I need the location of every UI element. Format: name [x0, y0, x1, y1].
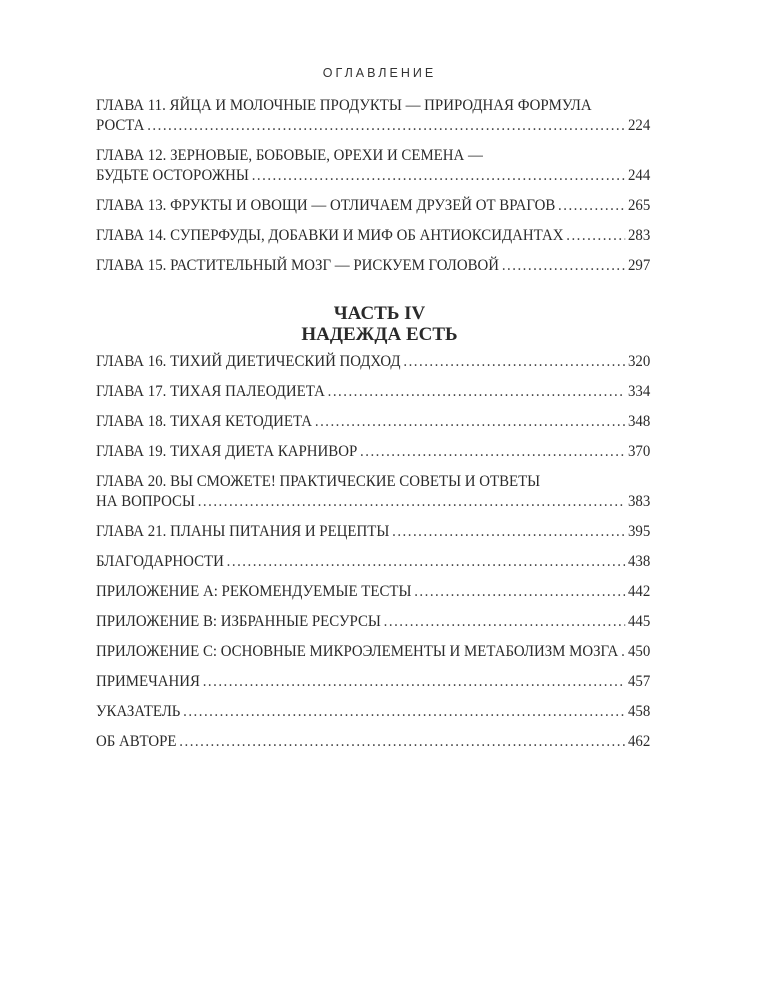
toc-entry-title: БУДЬТЕ ОСТОРОЖНЫ	[96, 167, 249, 184]
toc-entry-row	[96, 196, 650, 216]
toc-entry-title: ГЛАВА 13. ФРУКТЫ И ОВОЩИ — ОТЛИЧАЕМ ДРУЗЕЙ ОТ ВРАГОВ	[96, 197, 556, 214]
toc-entry-title: ПРИЛОЖЕНИЕ С: ОСНОВНЫЕ МИКРОЭЛЕМЕНТЫ И МЕТАБОЛИЗМ МОЗГА	[96, 643, 619, 660]
toc-entry[interactable]	[96, 146, 650, 186]
toc-page-number: 370	[627, 443, 651, 460]
toc-entry[interactable]	[96, 442, 650, 462]
toc-entry-title-line: ГЛАВА 20. ВЫ СМОЖЕТЕ! ПРАКТИЧЕСКИЕ СОВЕТЫ И ОТВЕТЫ	[96, 473, 541, 490]
toc-page-number: 438	[627, 553, 651, 570]
toc-entry-row	[96, 672, 650, 692]
toc-page-number: 442	[627, 583, 651, 600]
toc-entry[interactable]	[96, 412, 650, 432]
toc-page-number: 348	[627, 413, 651, 430]
toc-entry[interactable]	[96, 352, 650, 372]
dot-leader	[198, 492, 625, 512]
toc-entry-row	[96, 166, 650, 186]
toc-group-part-4	[96, 352, 650, 762]
toc-entry-row	[96, 522, 650, 542]
dot-leader	[392, 522, 625, 542]
toc-entry-row	[96, 612, 650, 632]
dot-leader	[183, 702, 625, 722]
toc-entry[interactable]	[96, 612, 650, 632]
toc-entry[interactable]	[96, 226, 650, 246]
toc-page-number: 283	[627, 227, 651, 244]
toc-entry-row	[96, 256, 650, 276]
toc-entry-row	[96, 582, 650, 602]
toc-page-number: 265	[627, 197, 651, 214]
toc-entry-row	[96, 226, 650, 246]
toc-entry[interactable]	[96, 642, 650, 662]
dot-leader	[621, 642, 625, 662]
toc-group-part-3	[96, 96, 650, 286]
dot-leader	[502, 256, 625, 276]
dot-leader	[384, 612, 626, 632]
toc-entry-row	[96, 642, 650, 662]
toc-entry[interactable]	[96, 196, 650, 216]
toc-page-number: 395	[627, 523, 651, 540]
dot-leader	[203, 672, 625, 692]
toc-entry-title: ГЛАВА 14. СУПЕРФУДЫ, ДОБАВКИ И МИФ ОБ АНТИОКСИДАНТАХ	[96, 227, 564, 244]
toc-entry[interactable]	[96, 552, 650, 572]
dot-leader	[414, 582, 625, 602]
toc-page-number: 334	[627, 383, 651, 400]
toc-entry-title: ПРИЛОЖЕНИЕ В: ИЗБРАННЫЕ РЕСУРСЫ	[96, 613, 381, 630]
toc-page-number: 224	[627, 117, 651, 134]
dot-leader	[179, 732, 625, 752]
toc-page-number: 320	[627, 353, 651, 370]
toc-entry-row	[96, 382, 650, 402]
toc-entry-row	[96, 492, 650, 512]
toc-page-number: 462	[627, 733, 651, 750]
toc-entry[interactable]	[96, 382, 650, 402]
toc-entry[interactable]	[96, 522, 650, 542]
toc-entry-row	[96, 412, 650, 432]
dot-leader	[147, 116, 625, 136]
dot-leader	[328, 382, 626, 402]
toc-entry-row	[96, 702, 650, 722]
toc-entry-title: ГЛАВА 16. ТИХИЙ ДИЕТИЧЕСКИЙ ПОДХОД	[96, 353, 401, 370]
toc-entry-title: НА ВОПРОСЫ	[96, 493, 195, 510]
toc-entry-row	[96, 732, 650, 752]
running-head: ОГЛАВЛЕНИЕ	[322, 66, 437, 80]
dot-leader	[315, 412, 625, 432]
toc-entry-title: ГЛАВА 18. ТИХАЯ КЕТОДИЕТА	[96, 413, 313, 430]
toc-entry-title: ГЛАВА 17. ТИХАЯ ПАЛЕОДИЕТА	[96, 383, 325, 400]
toc-entry-title-line: ГЛАВА 11. ЯЙЦА И МОЛОЧНЫЕ ПРОДУКТЫ — ПРИРОДНАЯ ФОРМУЛА	[96, 97, 592, 114]
dot-leader	[360, 442, 625, 462]
toc-page-number: 450	[627, 643, 651, 660]
toc-entry[interactable]	[96, 256, 650, 276]
toc-page-number: 383	[627, 493, 651, 510]
toc-entry-title: ПРИМЕЧАНИЯ	[96, 673, 200, 690]
toc-entry[interactable]	[96, 702, 650, 722]
toc-entry[interactable]	[96, 96, 650, 136]
part-heading-title: НАДЕЖДА ЕСТЬ	[301, 324, 458, 345]
toc-page-number: 244	[627, 167, 651, 184]
toc-entry-title-line: ГЛАВА 12. ЗЕРНОВЫЕ, БОБОВЫЕ, ОРЕХИ И СЕМЕНА —	[96, 147, 483, 164]
toc-entry[interactable]	[96, 472, 650, 512]
toc-entry-row	[96, 116, 650, 136]
toc-entry-title: ГЛАВА 21. ПЛАНЫ ПИТАНИЯ И РЕЦЕПТЫ	[96, 523, 390, 540]
toc-entry-title: РОСТА	[96, 117, 145, 134]
part-heading-number: ЧАСТЬ IV	[333, 303, 426, 324]
toc-entry-title: ПРИЛОЖЕНИЕ А: РЕКОМЕНДУЕМЫЕ ТЕСТЫ	[96, 583, 412, 600]
toc-entry-title: ГЛАВА 15. РАСТИТЕЛЬНЫЙ МОЗГ — РИСКУЕМ ГОЛОВОЙ	[96, 257, 500, 274]
dot-leader	[252, 166, 625, 186]
toc-entry-title: ОБ АВТОРЕ	[96, 733, 177, 750]
toc-entry-title: УКАЗАТЕЛЬ	[96, 703, 181, 720]
toc-page-number: 458	[627, 703, 651, 720]
toc-page-number: 445	[627, 613, 651, 630]
dot-leader	[558, 196, 625, 216]
toc-entry[interactable]	[96, 582, 650, 602]
toc-entry-title: ГЛАВА 19. ТИХАЯ ДИЕТА КАРНИВОР	[96, 443, 358, 460]
toc-entry-row	[96, 442, 650, 462]
toc-entry-row	[96, 552, 650, 572]
toc-page-number: 457	[627, 673, 651, 690]
toc-page-number: 297	[627, 257, 651, 274]
dot-leader	[227, 552, 626, 572]
toc-entry[interactable]	[96, 732, 650, 752]
dot-leader	[566, 226, 625, 246]
dot-leader	[403, 352, 625, 372]
toc-entry-row	[96, 352, 650, 372]
toc-entry[interactable]	[96, 672, 650, 692]
toc-entry-title: БЛАГОДАРНОСТИ	[96, 553, 224, 570]
